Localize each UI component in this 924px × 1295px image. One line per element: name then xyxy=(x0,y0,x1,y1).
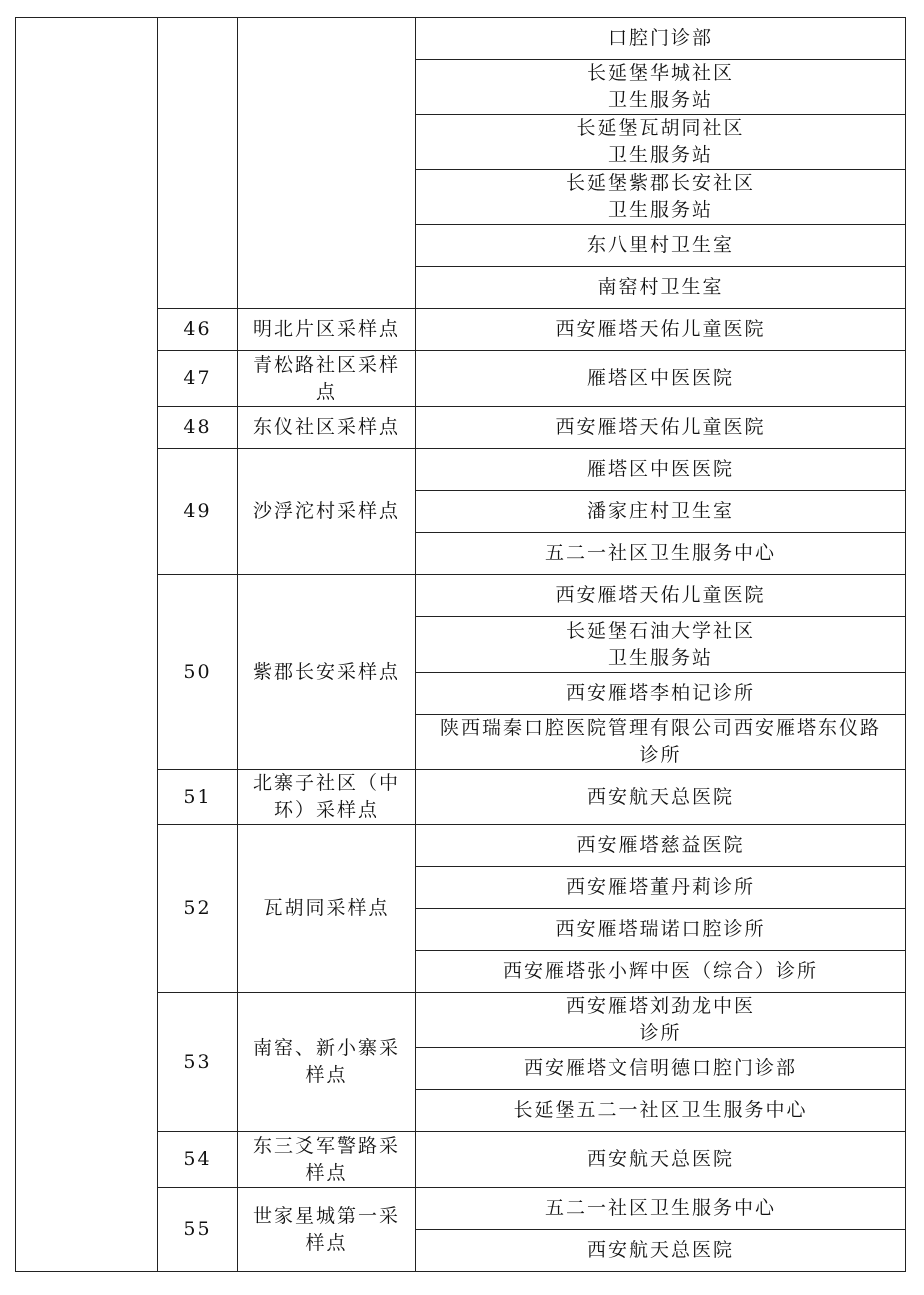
responsible-unit-cell xyxy=(416,575,906,617)
responsible-unit-name-line: 西安雁塔张小辉中医（综合）诊所 xyxy=(502,960,818,982)
responsible-unit-name-line: 长延堡瓦胡同社区 xyxy=(576,117,745,139)
responsible-unit-name-line: 东八里村卫生室 xyxy=(586,234,734,256)
responsible-unit-cell xyxy=(416,673,906,715)
responsible-unit-name-line: 五二一社区卫生服务中心 xyxy=(544,1197,776,1219)
responsible-unit-name-line: 西安航天总医院 xyxy=(586,1148,734,1170)
responsible-unit-cell xyxy=(416,951,906,993)
responsible-unit-cell xyxy=(416,267,906,309)
responsible-unit-cell xyxy=(416,1132,906,1188)
sampling-site-name-line: 东三爻军警路采 xyxy=(252,1134,400,1157)
row-number-cell: 55 xyxy=(158,1188,238,1272)
responsible-unit-name-line: 五二一社区卫生服务中心 xyxy=(544,542,776,564)
sampling-site-name-line: 沙浮沱村采样点 xyxy=(252,500,400,522)
responsible-unit-cell xyxy=(416,225,906,267)
responsible-unit-cell xyxy=(416,115,906,170)
responsible-unit-name-line: 口腔门诊部 xyxy=(607,27,713,49)
sampling-site-cell xyxy=(238,1188,416,1272)
responsible-unit-cell xyxy=(416,617,906,673)
sampling-site-name-line: 样点 xyxy=(305,1231,348,1254)
responsible-unit-name-line: 南窑村卫生室 xyxy=(597,276,724,298)
responsible-unit-cell xyxy=(416,867,906,909)
responsible-unit-name-line: 卫生服务站 xyxy=(607,199,713,221)
responsible-unit-cell xyxy=(416,351,906,407)
sampling-site-name-line: 世家星城第一采 xyxy=(252,1204,400,1227)
row-number-cell: 51 xyxy=(158,770,238,825)
row-number-cell xyxy=(158,18,238,309)
sampling-site-cell xyxy=(238,18,416,309)
responsible-unit-name-line: 雁塔区中医医院 xyxy=(586,458,734,480)
responsible-unit-name-line: 西安航天总医院 xyxy=(586,1239,734,1261)
sampling-site-cell xyxy=(238,993,416,1132)
responsible-unit-name-line: 西安雁塔文信明德口腔门诊部 xyxy=(523,1057,797,1079)
sampling-site-name-line: 点 xyxy=(315,380,337,403)
responsible-unit-name-line: 长延堡紫郡长安社区 xyxy=(565,172,755,194)
responsible-unit-cell xyxy=(416,1090,906,1132)
responsible-unit-name-line: 西安航天总医院 xyxy=(586,785,734,808)
sampling-site-cell xyxy=(238,825,416,993)
responsible-unit-name-line: 西安雁塔瑞诺口腔诊所 xyxy=(555,918,766,940)
sampling-site-cell xyxy=(238,1132,416,1188)
row-number-cell: 46 xyxy=(158,309,238,351)
responsible-unit-name-line: 西安雁塔天佑儿童医院 xyxy=(555,584,766,606)
sampling-site-cell xyxy=(238,770,416,825)
sampling-site-name-line: 样点 xyxy=(305,1064,348,1086)
responsible-unit-name-line: 卫生服务站 xyxy=(607,646,713,669)
responsible-unit-name-line: 西安雁塔刘劲龙中医 xyxy=(565,995,755,1017)
row-number-cell: 47 xyxy=(158,351,238,407)
responsible-unit-cell xyxy=(416,1230,906,1272)
row-number-cell: 49 xyxy=(158,449,238,575)
row-number-cell: 53 xyxy=(158,993,238,1132)
responsible-unit-name-line: 长延堡石油大学社区 xyxy=(565,619,755,642)
row-number-cell: 54 xyxy=(158,1132,238,1188)
row-number-cell: 52 xyxy=(158,825,238,993)
responsible-unit-cell xyxy=(416,18,906,60)
row-number-cell: 48 xyxy=(158,407,238,449)
row-number-cell: 50 xyxy=(158,575,238,770)
sampling-site-name-line: 青松路社区采样 xyxy=(252,353,400,376)
responsible-unit-cell xyxy=(416,491,906,533)
responsible-unit-cell xyxy=(416,449,906,491)
sampling-schedule-table xyxy=(15,17,906,1272)
responsible-unit-name-line: 雁塔区中医医院 xyxy=(586,367,734,389)
responsible-unit-name-line: 卫生服务站 xyxy=(607,144,713,166)
responsible-unit-name-line: 陕西瑞秦口腔医院管理有限公司西安雁塔东仪路 xyxy=(439,717,881,739)
responsible-unit-name-line: 诊所 xyxy=(639,744,682,766)
responsible-unit-name-line: 诊所 xyxy=(639,1022,682,1044)
responsible-unit-cell xyxy=(416,533,906,575)
sampling-site-cell xyxy=(238,309,416,351)
responsible-unit-cell xyxy=(416,1188,906,1230)
responsible-unit-cell xyxy=(416,715,906,770)
responsible-unit-cell xyxy=(416,1048,906,1090)
responsible-unit-name-line: 西安雁塔天佑儿童医院 xyxy=(555,416,766,438)
table-row xyxy=(16,18,906,60)
responsible-unit-name-line: 长延堡华城社区 xyxy=(586,62,734,84)
responsible-unit-name-line: 西安雁塔李柏记诊所 xyxy=(565,682,755,704)
sampling-site-name-line: 东仪社区采样点 xyxy=(252,416,400,438)
sampling-site-name-line: 瓦胡同采样点 xyxy=(263,897,390,919)
responsible-unit-name-line: 西安雁塔天佑儿童医院 xyxy=(555,318,766,340)
responsible-unit-name-line: 西安雁塔董丹莉诊所 xyxy=(565,876,755,898)
responsible-unit-cell xyxy=(416,60,906,115)
responsible-unit-cell xyxy=(416,770,906,825)
responsible-unit-cell xyxy=(416,170,906,225)
category-cell-empty xyxy=(16,18,158,1272)
responsible-unit-cell xyxy=(416,825,906,867)
table-body xyxy=(16,18,906,1272)
sampling-site-name-line: 南窑、新小寨采 xyxy=(252,1037,400,1059)
sampling-site-name-line: 紫郡长安采样点 xyxy=(252,660,400,683)
responsible-unit-name-line: 潘家庄村卫生室 xyxy=(586,500,734,522)
sampling-site-cell xyxy=(238,449,416,575)
responsible-unit-cell xyxy=(416,993,906,1048)
sampling-site-cell xyxy=(238,407,416,449)
responsible-unit-name-line: 西安雁塔慈益医院 xyxy=(576,834,745,856)
responsible-unit-name-line: 卫生服务站 xyxy=(607,89,713,111)
responsible-unit-cell xyxy=(416,909,906,951)
responsible-unit-cell xyxy=(416,309,906,351)
sampling-site-name-line: 明北片区采样点 xyxy=(252,318,400,340)
sampling-site-cell xyxy=(238,575,416,770)
responsible-unit-cell xyxy=(416,407,906,449)
sampling-site-name-line: 北寨子社区（中 xyxy=(252,772,400,794)
sampling-site-cell xyxy=(238,351,416,407)
sampling-site-name-line: 环）采样点 xyxy=(273,799,379,821)
responsible-unit-name-line: 长延堡五二一社区卫生服务中心 xyxy=(513,1099,808,1121)
sampling-site-name-line: 样点 xyxy=(305,1161,348,1184)
